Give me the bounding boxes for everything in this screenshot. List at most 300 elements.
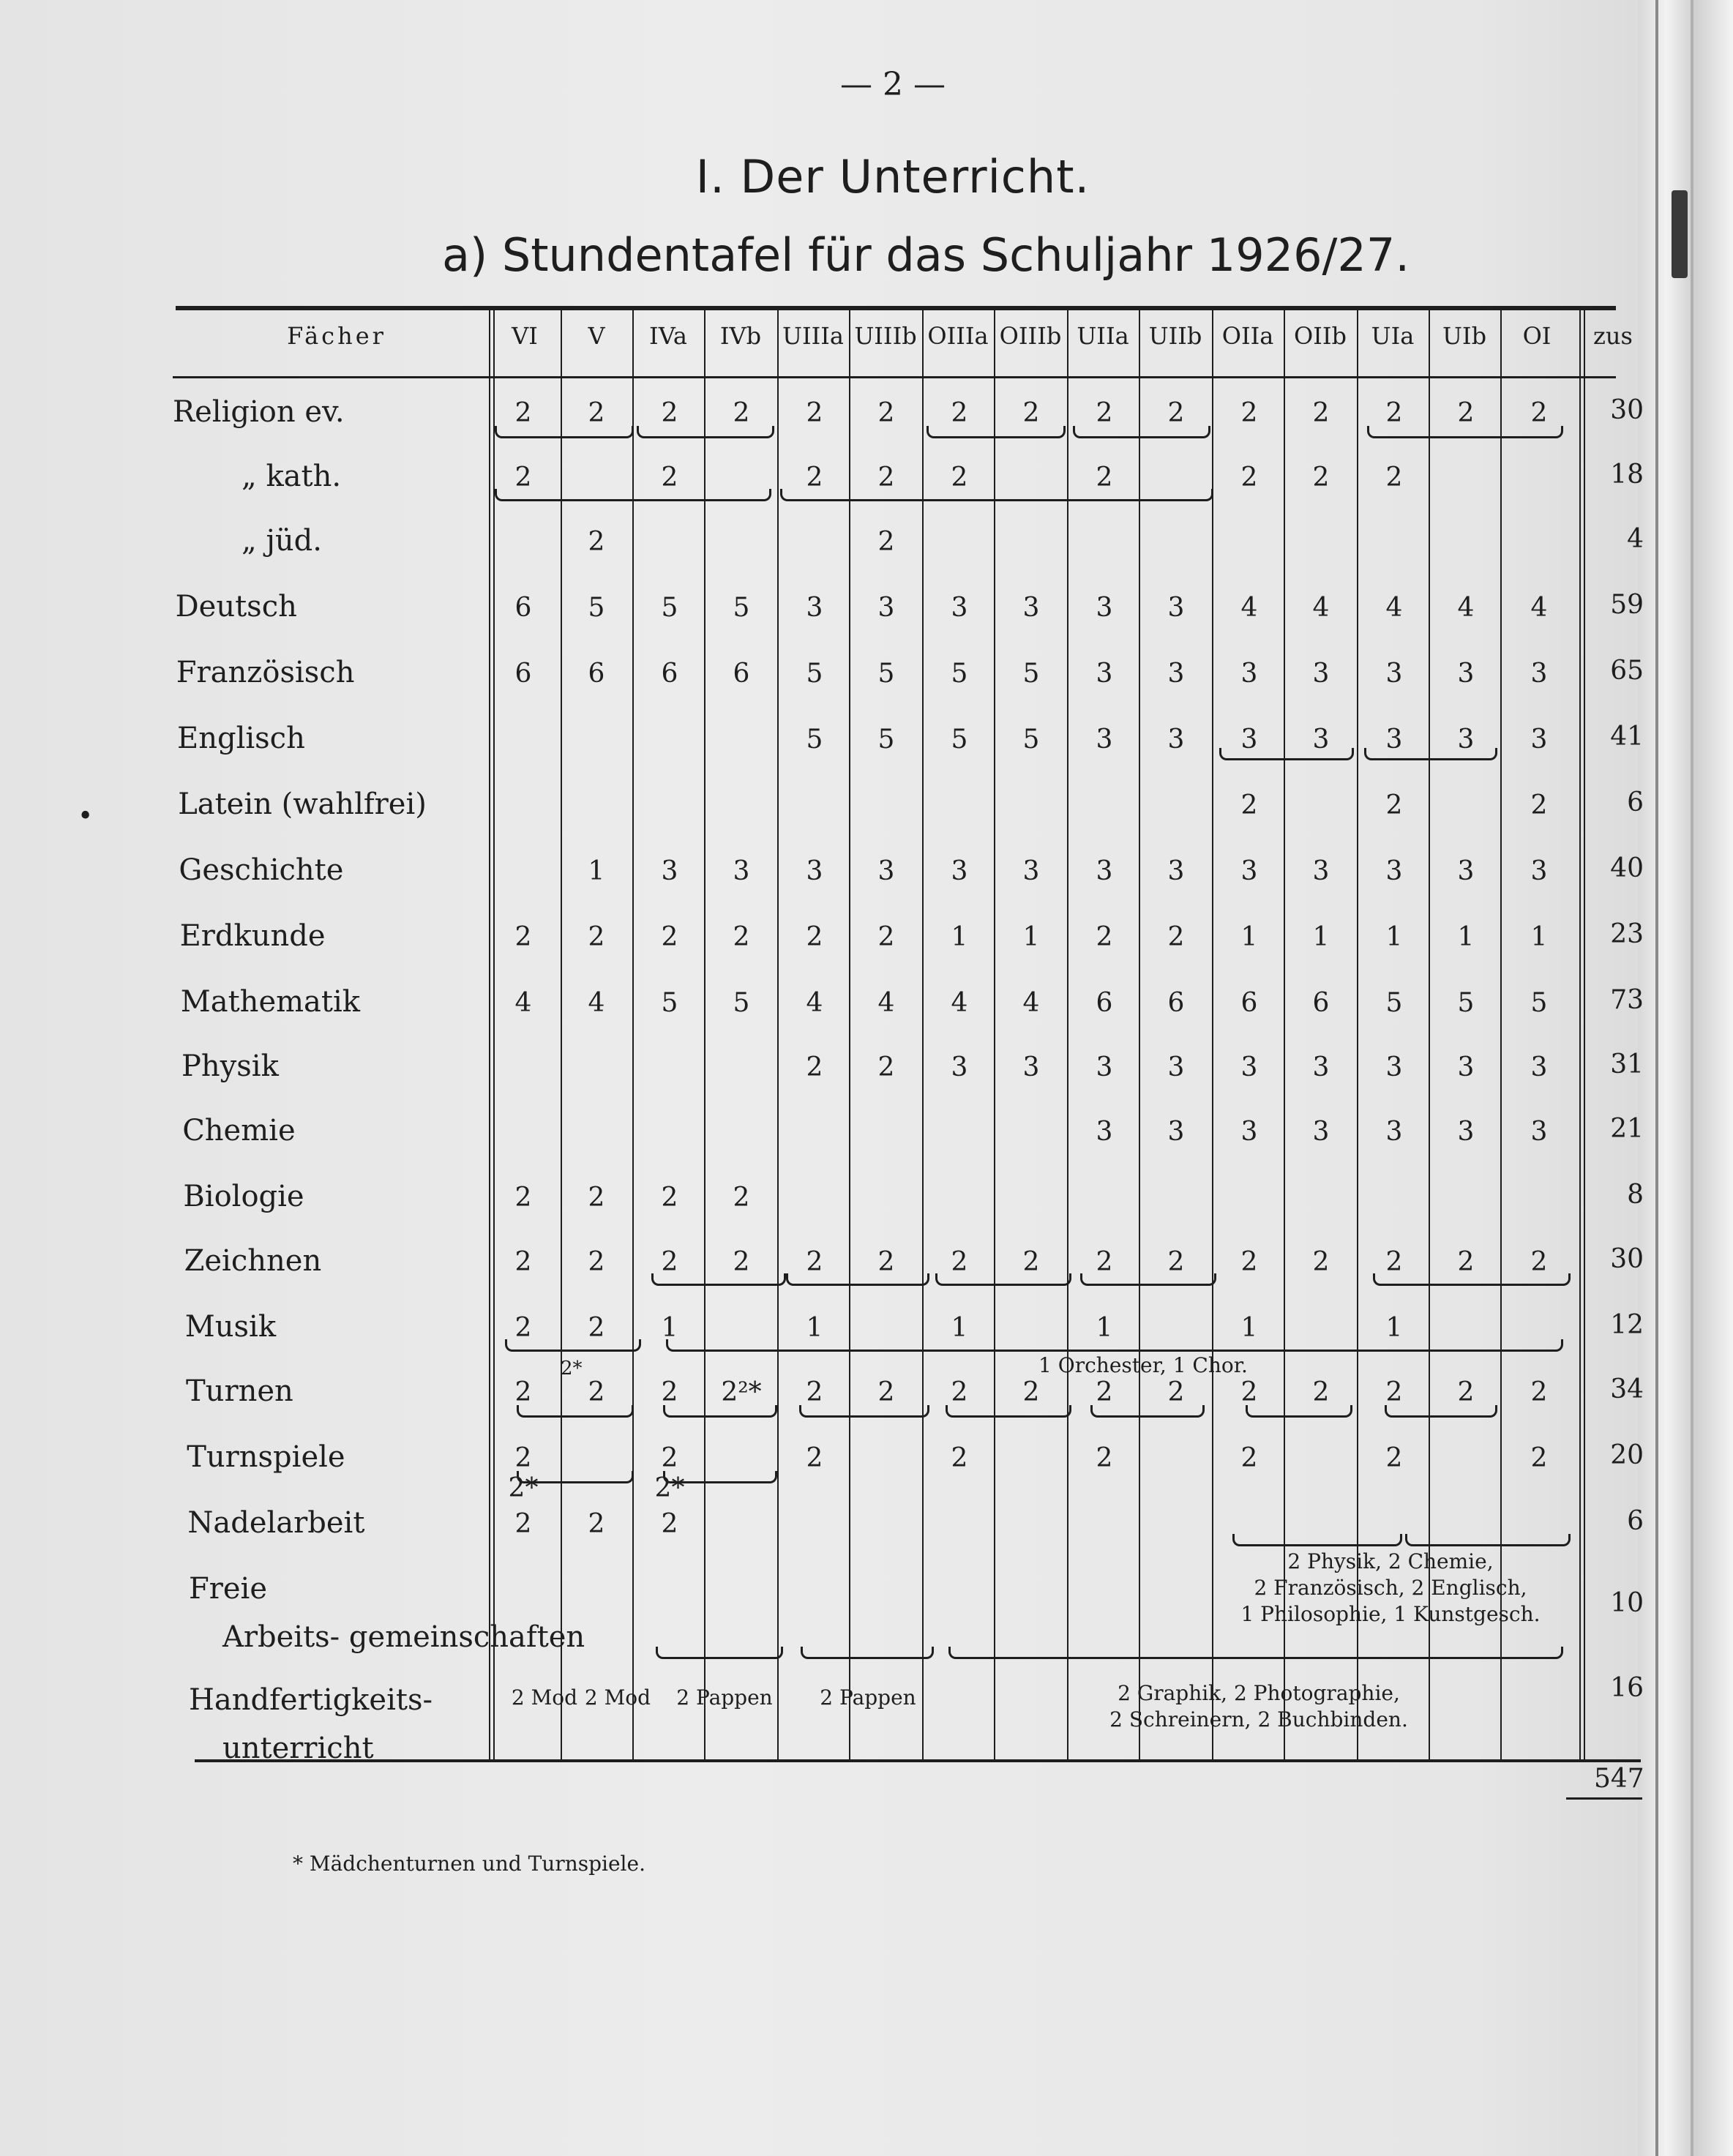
group-brace (637, 426, 774, 438)
group-brace (1405, 1534, 1571, 1546)
table-cell: 5 (588, 593, 605, 623)
column-rule (632, 310, 634, 1759)
table-cell: 3 (951, 856, 968, 886)
table-cell: 2 (951, 463, 968, 493)
margin-dot: • (78, 801, 94, 831)
table-cell: 1 (588, 856, 605, 886)
class-header: IVb (719, 322, 762, 350)
table-cell: 2 (806, 398, 823, 428)
class-header: V (588, 322, 605, 350)
table-cell: 2 (588, 922, 605, 952)
table-cell: 3 (1530, 725, 1548, 755)
table-cell: 2 (514, 922, 532, 952)
table-cell: 3 (1096, 593, 1113, 623)
group-brace (801, 1647, 934, 1659)
table-cell: 2 (733, 1247, 750, 1277)
table-cell: 2 (877, 463, 895, 493)
table-cell: 6 (514, 659, 532, 689)
total-header: zus (1593, 322, 1633, 350)
table-cell: 1 (1457, 922, 1475, 952)
table-cell: 2 (588, 1313, 605, 1343)
class-header: UIIIb (854, 322, 917, 350)
table-cell: 6 (1167, 988, 1185, 1018)
column-rule (1579, 310, 1581, 1759)
table-cell: 3 (1312, 856, 1330, 886)
table-cell: 2 (1312, 1377, 1330, 1407)
table-cell: 2 (588, 398, 605, 428)
table-cell: 2 (1096, 1377, 1113, 1407)
table-bottom-rule (195, 1759, 1641, 1762)
table-cell: 2 (661, 1247, 678, 1277)
group-brace (663, 1405, 777, 1418)
table-cell: 4 (588, 988, 605, 1018)
table-cell: 6 (661, 659, 678, 689)
table-cell: 2 (661, 1509, 678, 1539)
table-cell: 2 (1240, 790, 1258, 820)
table-cell: 2 (514, 1509, 532, 1539)
column-rule (493, 310, 495, 1759)
table-cell: 4 (1022, 988, 1040, 1018)
subject-label: Chemie (182, 1114, 296, 1148)
class-header: VI (512, 322, 538, 350)
group-brace (663, 1471, 777, 1483)
group-brace (1246, 1405, 1352, 1418)
table-cell: 2 (1530, 1247, 1548, 1277)
column-rule (1212, 310, 1213, 1759)
table-cell: 3 (1096, 856, 1113, 886)
table-cell: 6 (1240, 988, 1258, 1018)
table-cell: 2 (806, 1377, 823, 1407)
subject-header: Fächer (287, 322, 386, 350)
class-header: OIIa (1221, 322, 1274, 350)
class-header: IVa (649, 322, 687, 350)
table-cell: 2 (588, 1183, 605, 1213)
table-cell: 2 (1385, 398, 1403, 428)
table-cell: 3 (1312, 1117, 1330, 1147)
hand-vi: 2 Mod (511, 1685, 578, 1710)
table-cell: 2 (1240, 1443, 1258, 1473)
table-cell: 2 (951, 398, 968, 428)
group-brace (505, 1339, 641, 1352)
table-cell: 2 (1240, 463, 1258, 493)
row-total: 65 (1610, 656, 1644, 686)
table-cell: 2 (1096, 1247, 1113, 1277)
table-cell: 3 (1457, 1117, 1475, 1147)
table-cell: 2 (514, 1183, 532, 1213)
musik-chor-note: 1 Orchester, 1 Chor. (1038, 1353, 1248, 1377)
row-total: 41 (1610, 722, 1644, 752)
table-cell: 3 (1167, 593, 1185, 623)
group-brace (517, 1471, 634, 1483)
table-cell: 3 (1022, 856, 1040, 886)
table-cell: 2 (877, 398, 895, 428)
column-rule (1067, 310, 1068, 1759)
class-header: UIIb (1148, 322, 1202, 350)
table-cell: 1 (661, 1313, 678, 1343)
table-cell: 2 (1385, 790, 1403, 820)
column-rule (777, 310, 779, 1759)
table-cell: 6 (1096, 988, 1113, 1018)
row-total: 6 (1627, 787, 1644, 817)
table-cell: 1 (806, 1313, 823, 1343)
subject-label: Handfertigkeits- (189, 1683, 433, 1717)
subject-label: Mathematik (180, 985, 360, 1019)
row-total: 59 (1610, 590, 1644, 620)
group-brace (1080, 1273, 1216, 1286)
table-cell: 2 (1312, 463, 1330, 493)
table-cell: 5 (806, 659, 823, 689)
row-total: 31 (1610, 1049, 1644, 1079)
table-cell: 2 (514, 463, 532, 493)
table-cell: 2 (1167, 1247, 1185, 1277)
table-cell: 3 (1096, 725, 1113, 755)
table-cell: 3 (1530, 856, 1548, 886)
table-cell: 2 (1385, 463, 1403, 493)
table-cell: 6 (1312, 988, 1330, 1018)
table-cell: 2 (1167, 1377, 1185, 1407)
table-cell: 3 (1167, 659, 1185, 689)
table-cell: 3 (661, 856, 678, 886)
table-cell: 3 (1385, 659, 1403, 689)
hand-rest-2: 2 Schreinern, 2 Buchbinden. (1109, 1707, 1408, 1732)
group-brace (651, 1273, 786, 1286)
table-cell: 5 (661, 593, 678, 623)
table-cell: 2 (1385, 1377, 1403, 1407)
class-header: OIIb (1294, 322, 1347, 350)
hand-v: 2 Mod (584, 1685, 651, 1710)
group-brace (948, 1647, 1563, 1659)
subject-label: Freie (189, 1572, 268, 1606)
column-rule (561, 310, 562, 1759)
table-cell: 2 (661, 1183, 678, 1213)
table-cell: 3 (1096, 659, 1113, 689)
subject-label: Biologie (183, 1180, 304, 1213)
row-total: 6 (1627, 1506, 1644, 1536)
table-cell: 3 (1240, 659, 1258, 689)
table-cell: 2 (806, 463, 823, 493)
table-cell: 5 (951, 725, 968, 755)
row-total: 10 (1610, 1588, 1644, 1618)
table-cell: 3 (1167, 725, 1185, 755)
table-cell: 2 (877, 922, 895, 952)
group-brace (927, 426, 1066, 438)
table-cell: 2 (1022, 1377, 1040, 1407)
turnen-star-note: 2* (561, 1358, 583, 1380)
table-cell: 3 (1312, 725, 1330, 755)
column-rule (704, 310, 705, 1759)
table-cell: 2 (1167, 398, 1185, 428)
table-cell: 5 (733, 988, 750, 1018)
row-total: 18 (1610, 460, 1644, 490)
table-cell: 2 (588, 1247, 605, 1277)
row-total: 21 (1610, 1114, 1644, 1144)
table-cell: 2 (806, 1247, 823, 1277)
table-cell: 2 (1240, 1247, 1258, 1277)
table-cell: 5 (951, 659, 968, 689)
row-total: 30 (1610, 1244, 1644, 1274)
row-total: 20 (1610, 1440, 1644, 1470)
subject-label: „ kath. (242, 460, 342, 493)
table-cell: 2 (877, 1377, 895, 1407)
table-cell: 1 (1240, 922, 1258, 952)
column-rule (1584, 310, 1585, 1759)
page-edge (1638, 0, 1733, 2156)
table-cell: 3 (877, 856, 895, 886)
table-cell: 3 (733, 856, 750, 886)
freie-note-1: 2 Physik, 2 Chemie, (1287, 1549, 1494, 1573)
table-cell: 3 (1385, 856, 1403, 886)
subject-label: Englisch (177, 722, 305, 755)
table-cell: 2 (1096, 398, 1113, 428)
group-brace (1364, 748, 1497, 760)
subject-label: unterricht (222, 1732, 374, 1765)
table-cell: 3 (1312, 1052, 1330, 1082)
table-cell: 2 (1240, 398, 1258, 428)
freie-note-2: 2 Französisch, 2 Englisch, (1254, 1576, 1527, 1600)
class-header: OI (1522, 322, 1552, 350)
table-cell: 2 (1457, 1247, 1475, 1277)
table-cell: 4 (1312, 593, 1330, 623)
group-brace (1232, 1534, 1402, 1546)
group-brace (666, 1339, 1563, 1352)
table-cell: 1 (951, 1313, 968, 1343)
table-cell: 2 (661, 1377, 678, 1407)
subject-label: Deutsch (175, 590, 297, 624)
table-cell: 3 (806, 856, 823, 886)
table-cell: 4 (951, 988, 968, 1018)
freie-note-3: 1 Philosophie, 1 Kunstgesch. (1240, 1602, 1541, 1626)
table-cell: 2 (514, 1247, 532, 1277)
subject-label: Zeichnen (184, 1244, 322, 1278)
footnote: * Mädchenturnen und Turnspiele. (293, 1852, 645, 1876)
table-cell: 2 (806, 1052, 823, 1082)
column-rule (1139, 310, 1140, 1759)
class-header: UIIIa (782, 322, 844, 350)
table-cell: 2 (1312, 1247, 1330, 1277)
table-cell: 2 (1167, 922, 1185, 952)
edge-line (1655, 0, 1658, 2156)
table-cell: 2 (1457, 1377, 1475, 1407)
row-total: 30 (1610, 395, 1644, 425)
table-cell: 4 (1457, 593, 1475, 623)
class-header: UIIa (1077, 322, 1129, 350)
table-cell: 5 (1530, 988, 1548, 1018)
table-cell: 3 (1457, 725, 1475, 755)
table-cell: 3 (1167, 1052, 1185, 1082)
subject-label: Turnspiele (187, 1440, 345, 1474)
table-cell: 3 (1096, 1117, 1113, 1147)
table-cell: 4 (1240, 593, 1258, 623)
table-cell: 2 (588, 1377, 605, 1407)
table-cell: 1 (1022, 922, 1040, 952)
table-cell: 2 (806, 1443, 823, 1473)
column-rule (922, 310, 924, 1759)
table-cell: 5 (877, 659, 895, 689)
table-cell: 2 (1457, 398, 1475, 428)
group-brace (799, 1405, 929, 1418)
class-header: UIb (1442, 322, 1487, 350)
table-cell: 3 (1385, 725, 1403, 755)
table-cell: 3 (1457, 1052, 1475, 1082)
subject-label: Nadelarbeit (187, 1506, 365, 1540)
table-cell: 2 (733, 398, 750, 428)
table-cell: 3 (1167, 856, 1185, 886)
row-total: 73 (1610, 985, 1644, 1015)
header-rule (173, 376, 1616, 378)
table-cell: 2 (733, 1183, 750, 1213)
table-cell: 1 (1096, 1313, 1113, 1343)
column-rule (849, 310, 850, 1759)
table-cell: 2 (661, 463, 678, 493)
table-cell: 2 (588, 527, 605, 557)
table-cell: 3 (1240, 1117, 1258, 1147)
table-cell: 1 (1385, 1313, 1403, 1343)
table-cell: 4 (514, 988, 532, 1018)
table-cell: 3 (1022, 1052, 1040, 1082)
group-brace (1373, 1273, 1571, 1286)
table-cell: 2 (951, 1377, 968, 1407)
row-total: 8 (1627, 1180, 1644, 1210)
subject-label: Musik (184, 1310, 277, 1344)
row-total: 34 (1610, 1374, 1644, 1404)
group-brace (495, 489, 771, 501)
row-total: 23 (1610, 919, 1644, 949)
row-total: 4 (1627, 524, 1644, 554)
hand-iv: 2 Pappen (676, 1685, 773, 1710)
table-cell: 2 (1096, 463, 1113, 493)
hand-rest-1: 2 Graphik, 2 Photographie, (1118, 1681, 1400, 1705)
table-cell: 2 (951, 1443, 968, 1473)
edge-line (1691, 0, 1693, 2156)
table-cell: 3 (1096, 1052, 1113, 1082)
subject-label: Latein (wahlfrei) (178, 787, 427, 821)
table-cell: 2 (1022, 1247, 1040, 1277)
table-cell: 2 (514, 1377, 532, 1407)
class-header: OIIIb (999, 322, 1062, 350)
table-cell: 2 (1312, 398, 1330, 428)
page-number: — 2 — (840, 66, 946, 103)
group-brace (517, 1405, 634, 1418)
table-cell: 2 (1530, 790, 1548, 820)
table-cell: 5 (1022, 659, 1040, 689)
table-cell: 2 (1385, 1247, 1403, 1277)
group-brace (1073, 426, 1210, 438)
group-brace (1367, 426, 1563, 438)
table-cell: 2 (1530, 398, 1548, 428)
group-brace (780, 489, 1213, 501)
table-cell: 3 (1022, 593, 1040, 623)
table-cell: 3 (806, 593, 823, 623)
table-cell: 5 (733, 593, 750, 623)
group-brace (656, 1647, 783, 1659)
column-rule (994, 310, 995, 1759)
subject-label: Physik (181, 1049, 279, 1083)
table-cell: 2 2* (508, 1443, 539, 1503)
hand-uiii: 2 Pappen (820, 1685, 916, 1710)
table-cell: 2 (877, 1247, 895, 1277)
page-subtitle: a) Stundentafel für das Schuljahr 1926/27. (441, 228, 1410, 282)
subject-label: Erdkunde (179, 919, 326, 953)
table-cell: 2 (1022, 398, 1040, 428)
table-cell: 3 (1457, 856, 1475, 886)
group-brace (1385, 1405, 1497, 1418)
table-cell: 3 (877, 593, 895, 623)
table-cell: 3 (1530, 659, 1548, 689)
row-total: 40 (1610, 853, 1644, 883)
table-cell: 3 (1240, 856, 1258, 886)
row-total: 16 (1610, 1673, 1644, 1703)
group-brace (1090, 1405, 1205, 1418)
subject-label: Arbeits- gemeinschaften (222, 1620, 585, 1654)
class-header: OIIIa (927, 322, 989, 350)
table-cell: 3 (951, 593, 968, 623)
table-cell: 2 (1096, 1443, 1113, 1473)
table-cell: 3 (1167, 1117, 1185, 1147)
table-cell: 1 (1312, 922, 1330, 952)
table-cell: 3 (1240, 1052, 1258, 1082)
table-cell: 5 (877, 725, 895, 755)
table-cell: 3 (1312, 659, 1330, 689)
table-cell: 2 (877, 527, 895, 557)
table-cell: 2 (806, 922, 823, 952)
table-cell: 2 2* (654, 1443, 685, 1503)
table-cell: 2 (1240, 1377, 1258, 1407)
table-cell: 2 (514, 398, 532, 428)
subject-label: „ jüd. (242, 524, 322, 558)
table-cell: 2 (877, 1052, 895, 1082)
table-cell: 2 (588, 1509, 605, 1539)
grand-total: 547 (1594, 1764, 1644, 1794)
table-cell: 3 (1240, 725, 1258, 755)
table-cell: 2 (1385, 1443, 1403, 1473)
table-cell: 3 (1385, 1117, 1403, 1147)
table-cell: 4 (806, 988, 823, 1018)
total-rule (1566, 1797, 1642, 1800)
table-cell: 2 (514, 1313, 532, 1343)
table-cell: 4 (1385, 593, 1403, 623)
table-cell: 1 (1385, 922, 1403, 952)
table-cell: 5 (806, 725, 823, 755)
table-cell: 5 (661, 988, 678, 1018)
table-cell: 6 (588, 659, 605, 689)
table-cell: 2 (661, 398, 678, 428)
group-brace (935, 1273, 1071, 1286)
table-cell: 3 (1385, 1052, 1403, 1082)
table-cell: 1 (951, 922, 968, 952)
group-brace (946, 1405, 1071, 1418)
group-brace (1219, 748, 1354, 760)
column-rule (489, 310, 490, 1759)
table-cell: 4 (877, 988, 895, 1018)
table-cell: 6 (514, 593, 532, 623)
subject-label: Geschichte (179, 853, 344, 887)
table-cell: 3 (1457, 659, 1475, 689)
table-cell: 3 (1530, 1052, 1548, 1082)
table-cell: 5 (1457, 988, 1475, 1018)
table-cell: 2 (733, 922, 750, 952)
table-cell: 1 (1530, 922, 1548, 952)
table-cell: 4 (1530, 593, 1548, 623)
table-cell: 2 (1530, 1443, 1548, 1473)
row-total: 12 (1610, 1310, 1644, 1340)
table-cell: 6 (733, 659, 750, 689)
class-header: UIa (1371, 322, 1415, 350)
subject-label: Turnen (186, 1374, 293, 1408)
table-cell: 1 (1240, 1313, 1258, 1343)
table-cell: 2 (661, 922, 678, 952)
subject-label: Religion ev. (173, 395, 345, 429)
group-brace (786, 1273, 929, 1286)
